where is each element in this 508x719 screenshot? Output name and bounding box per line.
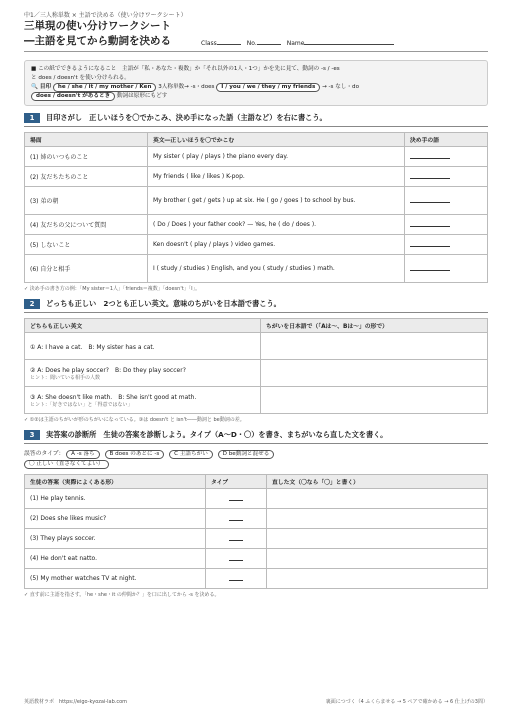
- class-label: Class: [201, 40, 217, 47]
- table-row: [25, 167, 488, 187]
- type-answer[interactable]: [206, 509, 267, 529]
- table-row: [25, 569, 488, 589]
- sentence-cell[interactable]: I ( study / studies ) English, and you ( study / studies ) math.: [148, 255, 405, 283]
- keyword-answer[interactable]: [405, 255, 488, 283]
- col-type: タイプ: [206, 475, 267, 489]
- corrected-answer[interactable]: [267, 569, 488, 589]
- col-corrected: 直した文（〇なら「〇」と書く）: [267, 475, 488, 489]
- number-field[interactable]: [257, 38, 281, 45]
- col-scene: 場面: [25, 133, 148, 147]
- singular-rule: 3人称単数→ -s・does: [158, 84, 215, 90]
- type-c-pill: C 主語ちがい: [169, 450, 213, 459]
- scene-cell: (6) 自分と相手: [25, 255, 148, 283]
- sentence-cell[interactable]: ( Do / Does ) your father cook? — Yes, he ( do / does ).: [148, 215, 405, 235]
- sentence-cell[interactable]: Ken doesn't ( play / plays ) video games.: [148, 235, 405, 255]
- hint-text: ヒント：聞いている相手の人数: [30, 375, 101, 381]
- section-1-number: 1: [24, 113, 40, 123]
- section-2-note: ✓ ①②は主語のちがいが形のちがいになっている。③は doesn't と isn't――動詞と be動詞の差。: [24, 417, 245, 423]
- scene-cell: (3) 弟の朝: [25, 187, 148, 215]
- table-row: [25, 489, 488, 509]
- name-field[interactable]: [304, 38, 394, 45]
- goal-text-1: ■ この紙でできるようになること 主語が「私・あなた・複数」か「それ以外の1人・1つ」かを先に見て、動詞の -s / -es: [31, 66, 340, 72]
- type-answer[interactable]: [206, 489, 267, 509]
- table-row: [25, 529, 488, 549]
- error-type-legend: [24, 449, 488, 469]
- class-field[interactable]: [217, 38, 241, 45]
- difference-answer[interactable]: [261, 360, 488, 387]
- scene-cell: (5) しないこと: [25, 235, 148, 255]
- scene-cell: (2) 友だちたちのこと: [25, 167, 148, 187]
- table-row: [25, 147, 488, 167]
- student-answer: (1) He play tennis.: [25, 489, 206, 509]
- sentence-cell[interactable]: My friends ( like / likes ) K-pop.: [148, 167, 405, 187]
- section-1-title: 目印さがし 正しいほうを〇でかこみ、決め手になった語（主語など）を右に書こう。: [46, 113, 327, 122]
- goal-text-2: と does / doesn't を使い分けられる。: [31, 75, 130, 81]
- section-3-title: 実答案の診断所 生徒の答案を診断しよう。タイプ（A～D・〇）を書き、まちがいなら直した文を書く。: [46, 430, 388, 439]
- scene-cell: (4) 友だちの父について質問: [25, 215, 148, 235]
- sentence-pair: ② A: Does he play soccer? B: Do they play soccer? ヒント：聞いている相手の人数: [25, 360, 261, 387]
- breadcrumb: 中1／三人称単数 × 主語で決める（使い分けワークシート）: [24, 12, 187, 19]
- sentence-pair: ① A: I have a cat. B: My sister has a cat.: [25, 333, 261, 360]
- type-a-pill: A -s 落ち: [66, 450, 100, 459]
- sentence-cell[interactable]: My sister ( play / plays ) the piano every day.: [148, 147, 405, 167]
- section-3-table: [24, 474, 488, 589]
- marker-label: 🔍 目印: [31, 84, 52, 90]
- type-answer[interactable]: [206, 529, 267, 549]
- section-1-header: [24, 113, 488, 127]
- difference-answer[interactable]: [261, 387, 488, 414]
- page-title: 三単現の使い分けワークシート: [24, 20, 171, 32]
- col-keyword: 決め手の語: [405, 133, 488, 147]
- hint-text: ヒント：「好きではない」と「得意ではない」: [30, 402, 133, 408]
- negative-rule: 動詞は原形にもどす: [116, 93, 168, 99]
- footer-continue: 裏面につづく（4 ふくらませる → 5 ペアで確かめる → 6 仕上げの3問）: [325, 699, 488, 705]
- corrected-answer[interactable]: [267, 529, 488, 549]
- keyword-answer[interactable]: [405, 167, 488, 187]
- student-answer: (5) My mother watches TV at night.: [25, 569, 206, 589]
- goal-box: [24, 60, 488, 106]
- footer-source: 英語教材ラボ https://eigo-kyozai-lab.com: [24, 699, 128, 705]
- negative-pill: does / doesn't があるとき: [31, 92, 115, 101]
- section-2-number: 2: [24, 299, 40, 309]
- student-answer: (2) Does she likes music?: [25, 509, 206, 529]
- negative-row: [31, 92, 481, 101]
- section-3-header: [24, 430, 488, 444]
- section-3-note: ✓ 直す前に主語を指さす。「he・she・it の仲間か？」を口に出してから -s を決める。: [24, 592, 220, 598]
- section-2-table: [24, 318, 488, 414]
- table-row: [25, 187, 488, 215]
- difference-answer[interactable]: [261, 333, 488, 360]
- keyword-answer[interactable]: [405, 187, 488, 215]
- legend-label: 誤答のタイプ：: [24, 451, 65, 457]
- section-1-note: ✓ 決め手の書き方の例：「My sister＝1人」「friends＝複数」「doesn't」「I」。: [24, 286, 201, 292]
- footer: [24, 698, 488, 705]
- number-label: No.: [246, 40, 257, 47]
- sentence-pair: ③ A: She doesn't like math. B: She isn't good at math. ヒント：「好きではない」と「得意ではない」: [25, 387, 261, 414]
- section-3-number: 3: [24, 430, 40, 440]
- keyword-answer[interactable]: [405, 235, 488, 255]
- student-info-fields: [201, 38, 394, 48]
- section-2-title: どっちも正しい 2つとも正しい英文。意味のちがいを日本語で書こう。: [46, 299, 281, 308]
- col-student-answer: 生徒の答案（実際によくある形）: [25, 475, 206, 489]
- corrected-answer[interactable]: [267, 549, 488, 569]
- table-row: [25, 387, 488, 414]
- table-row: [25, 255, 488, 283]
- col-sentence: 英文―正しいほうを〇でかこむ: [148, 133, 405, 147]
- keyword-answer[interactable]: [405, 147, 488, 167]
- section-1-table: [24, 132, 488, 283]
- table-row: [25, 360, 488, 387]
- type-answer[interactable]: [206, 549, 267, 569]
- title-divider: [24, 51, 488, 52]
- table-row: [25, 215, 488, 235]
- plural-subject-pill: I / you / we / they / my friends: [216, 83, 320, 92]
- corrected-answer[interactable]: [267, 509, 488, 529]
- student-answer: (3) They plays soccer.: [25, 529, 206, 549]
- table-row: [25, 333, 488, 360]
- scene-cell: (1) 姉のいつものこと: [25, 147, 148, 167]
- plural-rule: → -s なし・do: [322, 84, 359, 90]
- student-answer: (4) He don't eat natto.: [25, 549, 206, 569]
- section-2-header: [24, 299, 488, 313]
- col-difference: ちがいを日本語で（「Aは～、Bは～」の形で）: [261, 319, 488, 333]
- table-row: [25, 549, 488, 569]
- col-sentences: どちらも正しい英文: [25, 319, 261, 333]
- marker-row: [31, 83, 481, 92]
- type-answer[interactable]: [206, 569, 267, 589]
- type-correct-pill: 〇 正しい（直さなくてよい）: [24, 460, 109, 469]
- singular-subject-pill: he / she / it / my mother / Ken: [53, 83, 157, 92]
- name-label: Name: [286, 40, 305, 47]
- type-b-pill: B does のあとに -s: [105, 450, 165, 459]
- table-row: [25, 509, 488, 529]
- sentence-cell[interactable]: My brother ( get / gets ) up at six. He ( go / goes ) to school by bus.: [148, 187, 405, 215]
- corrected-answer[interactable]: [267, 489, 488, 509]
- page-subtitle: ―主語を見てから動詞を決める: [24, 35, 171, 47]
- keyword-answer[interactable]: [405, 215, 488, 235]
- table-row: [25, 235, 488, 255]
- type-d-pill: D be動詞と混ぜる: [218, 450, 275, 459]
